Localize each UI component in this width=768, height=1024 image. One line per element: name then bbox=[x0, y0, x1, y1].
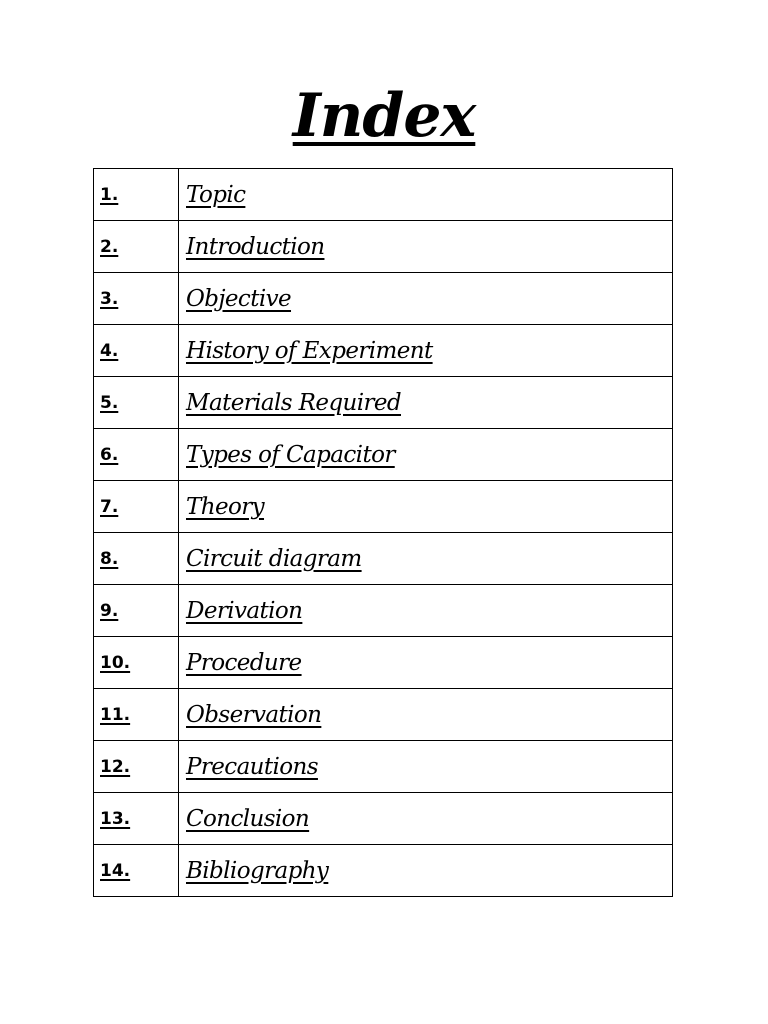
table-row bbox=[94, 273, 673, 325]
row-number: 4. bbox=[94, 325, 179, 377]
row-topic: Procedure bbox=[179, 637, 673, 689]
row-topic: Conclusion bbox=[179, 793, 673, 845]
row-number: 7. bbox=[94, 481, 179, 533]
row-number: 8. bbox=[94, 533, 179, 585]
row-topic: Circuit diagram bbox=[179, 533, 673, 585]
row-topic: Introduction bbox=[179, 221, 673, 273]
row-topic: Theory bbox=[179, 481, 673, 533]
row-number: 12. bbox=[94, 741, 179, 793]
row-number: 10. bbox=[94, 637, 179, 689]
row-number: 13. bbox=[94, 793, 179, 845]
table-row bbox=[94, 377, 673, 429]
table-row bbox=[94, 481, 673, 533]
row-number: 3. bbox=[94, 273, 179, 325]
row-topic: Topic bbox=[179, 169, 673, 221]
row-number: 5. bbox=[94, 377, 179, 429]
row-topic: Derivation bbox=[179, 585, 673, 637]
row-topic: Bibliography bbox=[179, 845, 673, 897]
table-row bbox=[94, 585, 673, 637]
row-number: 6. bbox=[94, 429, 179, 481]
row-topic: Precautions bbox=[179, 741, 673, 793]
row-number: 11. bbox=[94, 689, 179, 741]
row-number: 9. bbox=[94, 585, 179, 637]
row-topic: Materials Required bbox=[179, 377, 673, 429]
table-row bbox=[94, 429, 673, 481]
row-number: 2. bbox=[94, 221, 179, 273]
table-row bbox=[94, 845, 673, 897]
row-topic: Types of Capacitor bbox=[179, 429, 673, 481]
table-row bbox=[94, 169, 673, 221]
row-topic: History of Experiment bbox=[179, 325, 673, 377]
table-row bbox=[94, 533, 673, 585]
row-number: 14. bbox=[94, 845, 179, 897]
page-title: Index bbox=[292, 81, 476, 151]
row-topic: Objective bbox=[179, 273, 673, 325]
table-row bbox=[94, 689, 673, 741]
table-row bbox=[94, 637, 673, 689]
table-row bbox=[94, 741, 673, 793]
row-topic: Observation bbox=[179, 689, 673, 741]
table-row bbox=[94, 221, 673, 273]
row-number: 1. bbox=[94, 169, 179, 221]
table-row bbox=[94, 793, 673, 845]
index-table bbox=[93, 168, 673, 897]
table-row bbox=[94, 325, 673, 377]
